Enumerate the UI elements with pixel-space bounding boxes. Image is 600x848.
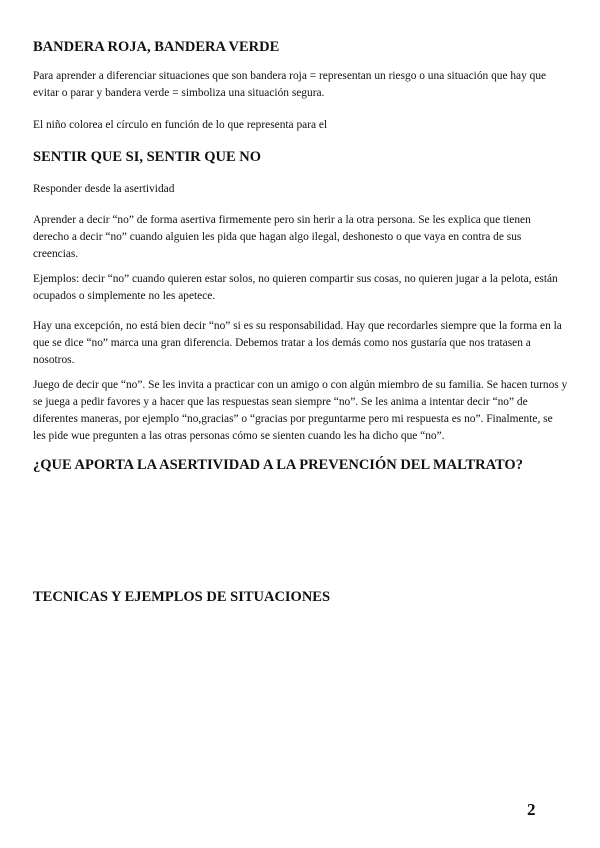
paragraph-aprender-decir-no: Aprender a decir “no” de forma asertiva firmemente pero sin herir a la otra persona. Se les explica que tienen derecho a decir “no” cuando alguien les pida que hagan algo ilegal, deshonesto o que vaya en contra de sus creencias.: [33, 214, 531, 260]
paragraph-ejemplos: Ejemplos: decir “no” cuando quieren estar solos, no quieren compartir sus cosas, no quieren jugar a la pelota, están ocupados o simplemente no les apetece.: [33, 273, 558, 302]
paragraph-colorea-circulo: El niño colorea el círculo en función de lo que representa para el: [33, 119, 328, 131]
heading-bandera-roja-verde: BANDERA ROJA, BANDERA VERDE: [33, 39, 280, 55]
paragraph-bandera-intro: Para aprender a diferenciar situaciones que son bandera roja = representan un riesgo o una situación que hay que evitar o parar y bandera verde = simboliza una situación segura.: [33, 70, 547, 99]
page-number: 2: [527, 800, 536, 819]
paragraph-juego-decir-no: Juego de decir que “no”. Se les invita a practicar con un amigo o con algún miembro de su familia. Se hacen turnos y se juega a pedir favores y a hacer que las respuestas sean siempre “no”. Se les anima a intentar decir “no” de diferentes maneras, por ejemplo “no,gracias” o “gracias por preguntarme pero mi respuesta es no”. Finalmente, se les pide wue pregunten a las otras personas cómo se sienten cuando les ha dicho que “no”.: [33, 379, 568, 442]
paragraph-asertividad-subtitle: Responder desde la asertividad: [33, 183, 175, 195]
heading-tecnicas-ejemplos: TECNICAS Y EJEMPLOS DE SITUACIONES: [33, 589, 331, 605]
paragraph-excepcion: Hay una excepción, no está bien decir “no” si es su responsabilidad. Hay que recordarles siempre que la forma en la que se dice “no” marca una gran diferencia. Debemos tratar a los demás como nos gustaría que nos tratasen a nosotros.: [33, 320, 562, 366]
heading-asertividad-prevencion: ¿QUE APORTA LA ASERTIVIDAD A LA PREVENCIÓN DEL MALTRATO?: [33, 457, 523, 473]
heading-sentir-que-si-no: SENTIR QUE SI, SENTIR QUE NO: [33, 149, 262, 165]
